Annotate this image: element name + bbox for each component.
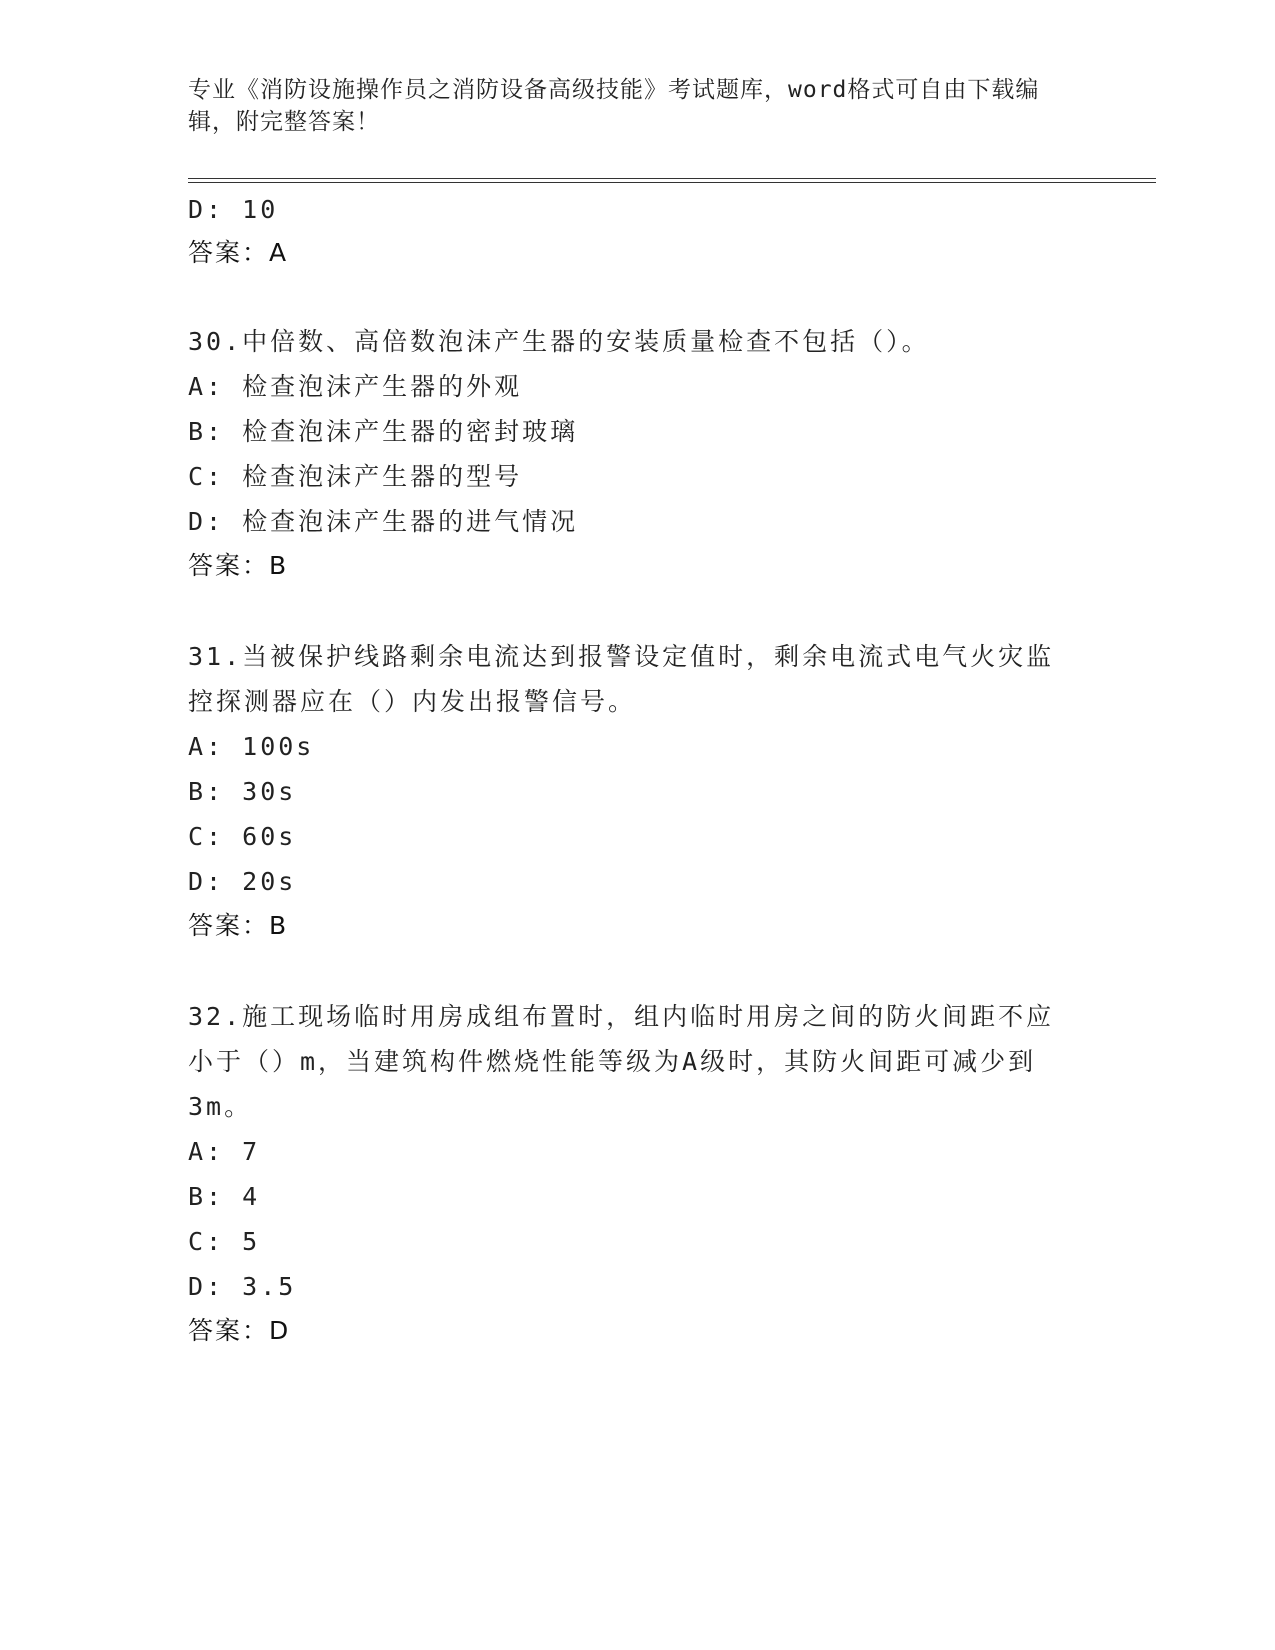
q30-answer: 答案：B xyxy=(188,551,289,580)
header-line-1: 专业《消防设施操作员之消防设备高级技能》考试题库，word格式可自由下载编 xyxy=(188,77,1040,103)
q32-option-d: D: 3.5 xyxy=(188,1272,297,1301)
q31-answer: 答案：B xyxy=(188,911,289,940)
q32-answer: 答案：D xyxy=(188,1316,291,1345)
q31-option-a: A: 100s xyxy=(188,732,315,761)
q32-stem-line-1: 32.施工现场临时用房成组布置时，组内临时用房之间的防火间距不应 xyxy=(188,1002,1055,1031)
header-line-2: 辑，附完整答案！ xyxy=(188,109,380,135)
q31-stem-line-2: 控探测器应在（）内发出报警信号。 xyxy=(188,687,637,716)
q31-option-c: C: 60s xyxy=(188,822,297,851)
q32-stem-line-3: 3m。 xyxy=(188,1092,253,1121)
q32-stem-line-2: 小于（）m，当建筑构件燃烧性能等级为A级时，其防火间距可减少到 xyxy=(188,1047,1037,1076)
q30-option-d: D: 检查泡沫产生器的进气情况 xyxy=(188,507,579,536)
page-header xyxy=(188,74,1068,138)
prev-answer: 答案：A xyxy=(188,238,289,267)
q31-stem-line-1: 31.当被保护线路剩余电流达到报警设定值时，剩余电流式电气火灾监 xyxy=(188,642,1055,671)
prev-option-d: D: 10 xyxy=(188,195,279,224)
header-divider-bottom xyxy=(188,182,1156,183)
header-divider-top xyxy=(188,178,1156,179)
q30-stem: 30.中倍数、高倍数泡沫产生器的安装质量检查不包括（）。 xyxy=(188,327,930,356)
q30-option-c: C: 检查泡沫产生器的型号 xyxy=(188,462,523,491)
q32-option-c: C: 5 xyxy=(188,1227,261,1256)
q32-option-b: B: 4 xyxy=(188,1182,261,1211)
q32-option-a: A: 7 xyxy=(188,1137,261,1166)
q30-option-a: A: 检查泡沫产生器的外观 xyxy=(188,372,523,401)
q31-option-d: D: 20s xyxy=(188,867,297,896)
q31-option-b: B: 30s xyxy=(188,777,297,806)
q30-option-b: B: 检查泡沫产生器的密封玻璃 xyxy=(188,417,579,446)
